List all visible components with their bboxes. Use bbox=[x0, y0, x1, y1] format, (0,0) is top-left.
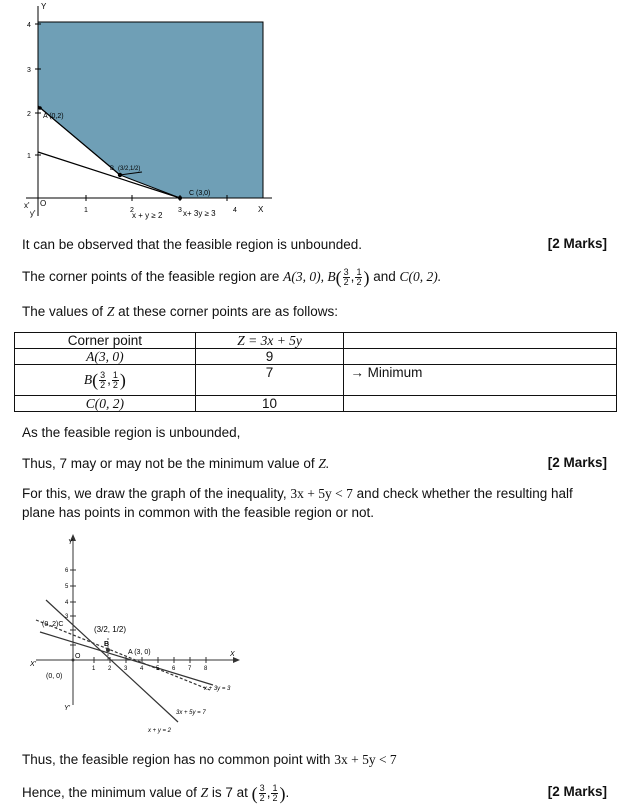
point-b-label-2: B bbox=[104, 641, 110, 648]
point-origin-label: (0, 0) bbox=[46, 673, 63, 680]
for-this-line: For this, we draw the graph of the inequality, 3x + 5y < 7 and check whether the resulting half bbox=[22, 486, 573, 501]
point-a-label-2: A (3, 0) bbox=[128, 649, 151, 656]
svg-text:2: 2 bbox=[108, 666, 112, 672]
line1-label: x + y ≥ 2 bbox=[132, 211, 163, 220]
svg-text:6: 6 bbox=[172, 666, 176, 672]
table-row: C(0, 2) 10 bbox=[15, 396, 617, 412]
x-tick-3: 3 bbox=[178, 207, 182, 214]
origin-label-2: O bbox=[75, 653, 81, 660]
y-axis-label-2: Y bbox=[68, 539, 73, 546]
point-b-frac: (3/2,1/2) bbox=[118, 166, 141, 172]
unbounded-text: It can be observed that the feasible region is unbounded. bbox=[22, 237, 362, 252]
frac-b: $\frac{3}{2}$ bbox=[343, 267, 349, 287]
line3-label-2: 3x + 5y = 7 bbox=[176, 710, 206, 716]
marks-label-2: [2 Marks] bbox=[547, 455, 607, 470]
point-a-marker bbox=[38, 106, 42, 110]
table-header-corner: Corner point bbox=[15, 333, 196, 349]
minimum-note: → Minimum bbox=[344, 365, 617, 396]
point-b-marker bbox=[118, 173, 122, 177]
table-header-note bbox=[344, 333, 617, 349]
line2-label-2: x + 3y = 3 bbox=[204, 686, 231, 692]
svg-text:3: 3 bbox=[124, 666, 128, 672]
hence-line: Hence, the minimum value of Z is 7 at ( $\frac{3}{2}$ , $\frac{1}{2}$ ). bbox=[22, 783, 290, 804]
line2-label: x+ 3y ≥ 3 bbox=[183, 209, 216, 218]
y-tick-1: 1 bbox=[27, 153, 31, 160]
y-neg-label: y' bbox=[30, 209, 36, 218]
table-header-z: Z = 3x + 5y bbox=[195, 333, 344, 349]
point-b-marker-2 bbox=[106, 648, 110, 652]
svg-text:4: 4 bbox=[65, 600, 69, 606]
y-neg-label-2: Y' bbox=[64, 705, 71, 712]
point-c-marker bbox=[178, 196, 182, 200]
svg-text:3: 3 bbox=[65, 614, 69, 620]
svg-text:7: 7 bbox=[188, 666, 192, 672]
point-b-label: B bbox=[110, 166, 115, 172]
x-neg-label: x' bbox=[24, 201, 30, 210]
svg-text:5: 5 bbox=[156, 666, 160, 672]
origin-label: O bbox=[40, 199, 47, 208]
unbounded-text-2: As the feasible region is unbounded, bbox=[22, 425, 241, 440]
thus-7-line: Thus, 7 may or may not be the minimum value of Z. bbox=[22, 456, 330, 471]
line1-label-2: x + y = 2 bbox=[148, 728, 172, 734]
corner-c: C(0, 2). bbox=[399, 269, 442, 285]
corner-intro: The corner points of the feasible region are bbox=[22, 269, 280, 285]
y-tick-2: 2 bbox=[27, 111, 31, 118]
for-this-line-2: plane has points in common with the feasible region or not. bbox=[22, 505, 374, 520]
corner-points-table bbox=[14, 332, 617, 412]
point-c-label: C (3,0) bbox=[189, 190, 211, 197]
svg-text:1: 1 bbox=[92, 666, 96, 672]
feasible-region-graph bbox=[22, 0, 284, 222]
svg-text:8: 8 bbox=[204, 666, 208, 672]
y-tick-4: 4 bbox=[27, 22, 31, 29]
line-x-plus-3y-eq bbox=[40, 632, 213, 685]
x-tick-1: 1 bbox=[84, 207, 88, 214]
svg-text:6: 6 bbox=[65, 568, 69, 574]
point-c-label-2: (0, 2)C bbox=[42, 621, 64, 628]
values-intro-line: The values of Z at these corner points are as follows: bbox=[22, 304, 338, 319]
table-header-row bbox=[15, 333, 617, 349]
table-row: B( $\frac{3}{2}$ , $\frac{1}{2}$ ) 7 → Minimum bbox=[15, 365, 617, 396]
corner-a: A(3, 0), B bbox=[283, 269, 336, 285]
x-axis-label: X bbox=[258, 205, 264, 214]
x-neg-label-2: X' bbox=[30, 661, 37, 668]
corner-points-line: The corner points of the feasible region are A(3, 0), B( $\frac{3}{2}$ , $\frac{1}{2}$ ) and C(0, 2). bbox=[22, 267, 442, 288]
y-tick-3: 3 bbox=[27, 67, 31, 74]
x-tick-2: 2 bbox=[130, 207, 134, 214]
feasible-region bbox=[38, 22, 263, 198]
no-common-line: Thus, the feasible region has no common point with 3x + 5y < 7 bbox=[22, 752, 397, 767]
svg-text:4: 4 bbox=[140, 666, 144, 672]
point-b-frac-2: (3/2, 1/2) bbox=[94, 625, 127, 634]
inequality-graph bbox=[28, 530, 258, 740]
svg-text:5: 5 bbox=[65, 584, 69, 590]
x-axis-label-2: X bbox=[230, 651, 235, 658]
and-word: and bbox=[373, 269, 396, 285]
marks-label-1: [2 Marks] bbox=[547, 236, 607, 251]
y-axis-label: Y bbox=[41, 2, 47, 11]
x-tick-4: 4 bbox=[233, 207, 237, 214]
marks-label-3: [2 Marks] bbox=[547, 784, 607, 799]
table-row: A(3, 0) 9 bbox=[15, 349, 617, 365]
point-a-label: A (0,2) bbox=[43, 113, 64, 120]
